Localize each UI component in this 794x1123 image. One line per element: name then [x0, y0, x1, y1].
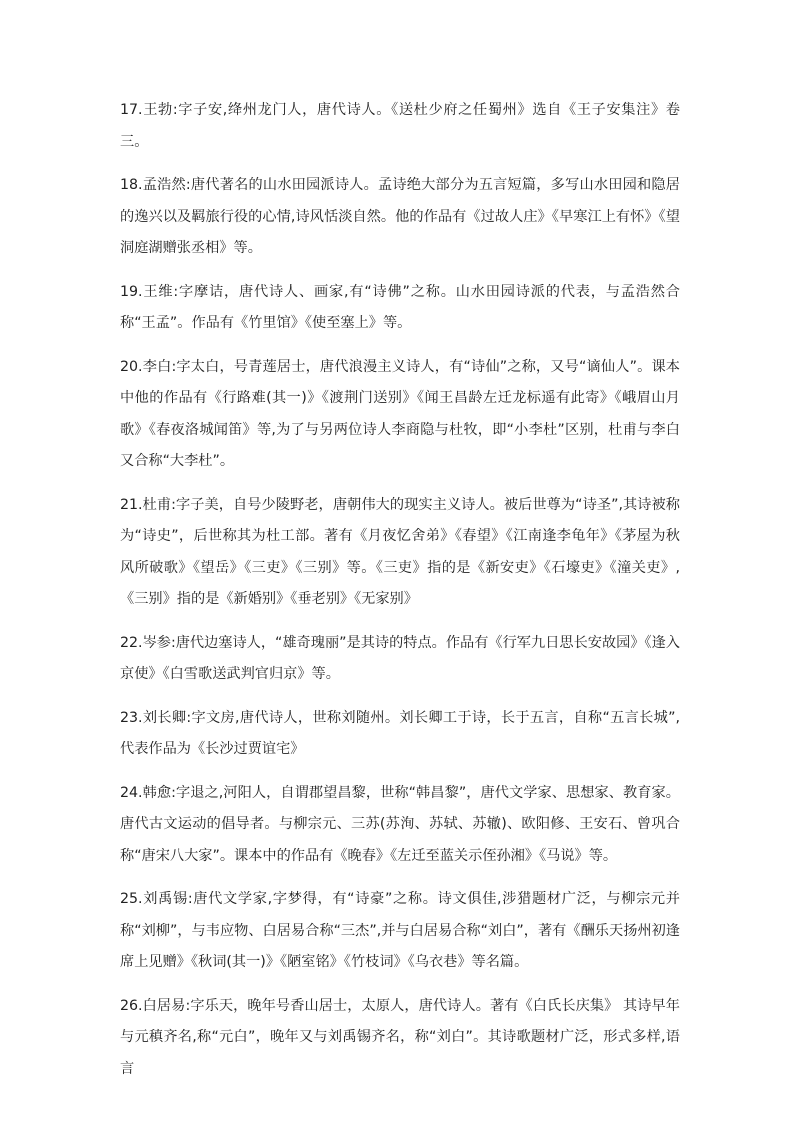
entry-liu-changqing: 23.刘长卿:字文房,唐代诗人，世称刘随州。刘长卿工于诗，长于五言，自称“五言长城”,代表作品为《长沙过贾谊宅》 [120, 709, 680, 757]
entry-wang-wei: 19.王维:字摩诘，唐代诗人、画家,有“诗佛”之称。山水田园诗派的代表，与孟浩然合称“王孟”。作品有《竹里馆》《使至塞上》等。 [120, 283, 680, 331]
entry-li-bai: 20.李白:字太白，号青莲居士，唐代浪漫主义诗人，有“诗仙”之称，又号“谪仙人”。课本中他的作品有《行路难(其一)》《渡荆门送别》《闻王昌龄左迁龙标遥有此寄》《峨眉山月歌》《春夜洛城闻笛》等,为了与另两位诗人李商隐与杜牧，即“小李杜”区别，杜甫与李白又合称“大李杜”。 [120, 358, 680, 469]
entry-du-fu: 21.杜甫:字子美，自号少陵野老，唐朝伟大的现实主义诗人。被后世尊为“诗圣”,其诗被称为“诗史”，后世称其为杜工部。著有《月夜忆舍弟》《春望》《江南逢李龟年》《茅屋为秋风所破歌》《望岳》《三吏》《三别》等。《三吏》指的是《新安吏》《石壕吏》《潼关吏》,《三别》指的是《新婚别》《垂老别》《无家别》 [120, 496, 680, 607]
entry-cen-shen: 22.岑参:唐代边塞诗人，“雄奇瑰丽”是其诗的特点。作品有《行军九日思长安故园》《逢入京使》《白雪歌送武判官归京》等。 [120, 634, 680, 682]
entry-han-yu: 24.韩愈:字退之,河阳人，自谓郡望昌黎，世称“韩昌黎”，唐代文学家、思想家、教育家。唐代古文运动的倡导者。与柳宗元、三苏(苏洵、苏轼、苏辙)、欧阳修、王安石、曾巩合称“唐宋八大家”。课本中的作品有《晚春》《左迁至蓝关示侄孙湘》《马说》等。 [120, 784, 680, 864]
entry-liu-yuxi: 25.刘禹锡:唐代文学家,字梦得，有“诗豪”之称。诗文俱佳,涉猎题材广泛，与柳宗元并称“刘柳”，与韦应物、白居易合称“三杰”,并与白居易合称“刘白”，著有《酬乐天扬州初逢席上见赠》《秋词(其一)》《陋室铭》《竹枝词》《乌衣巷》等名篇。 [120, 891, 680, 970]
entry-meng-haoran: 18.孟浩然:唐代著名的山水田园派诗人。孟诗绝大部分为五言短篇，多写山水田园和隐居的逸兴以及羁旅行役的心情,诗风恬淡自然。他的作品有《过故人庄》《早寒江上有怀》《望洞庭湖赠张丞相》等。 [120, 177, 680, 256]
entry-bai-juyi: 26.白居易:字乐天，晚年号香山居士，太原人，唐代诗人。著有《白氏长庆集》 其诗早年与元稹齐名,称“元白”，晚年又与刘禹锡齐名，称“刘白”。其诗歌题材广泛，形式多样,语言 [120, 997, 680, 1077]
document-page [120, 95, 680, 1097]
entry-wang-bo: 17.王勃:字子安,绛州龙门人，唐代诗人。《送杜少府之任蜀州》选自《王子安集注》卷三。 [120, 102, 680, 150]
